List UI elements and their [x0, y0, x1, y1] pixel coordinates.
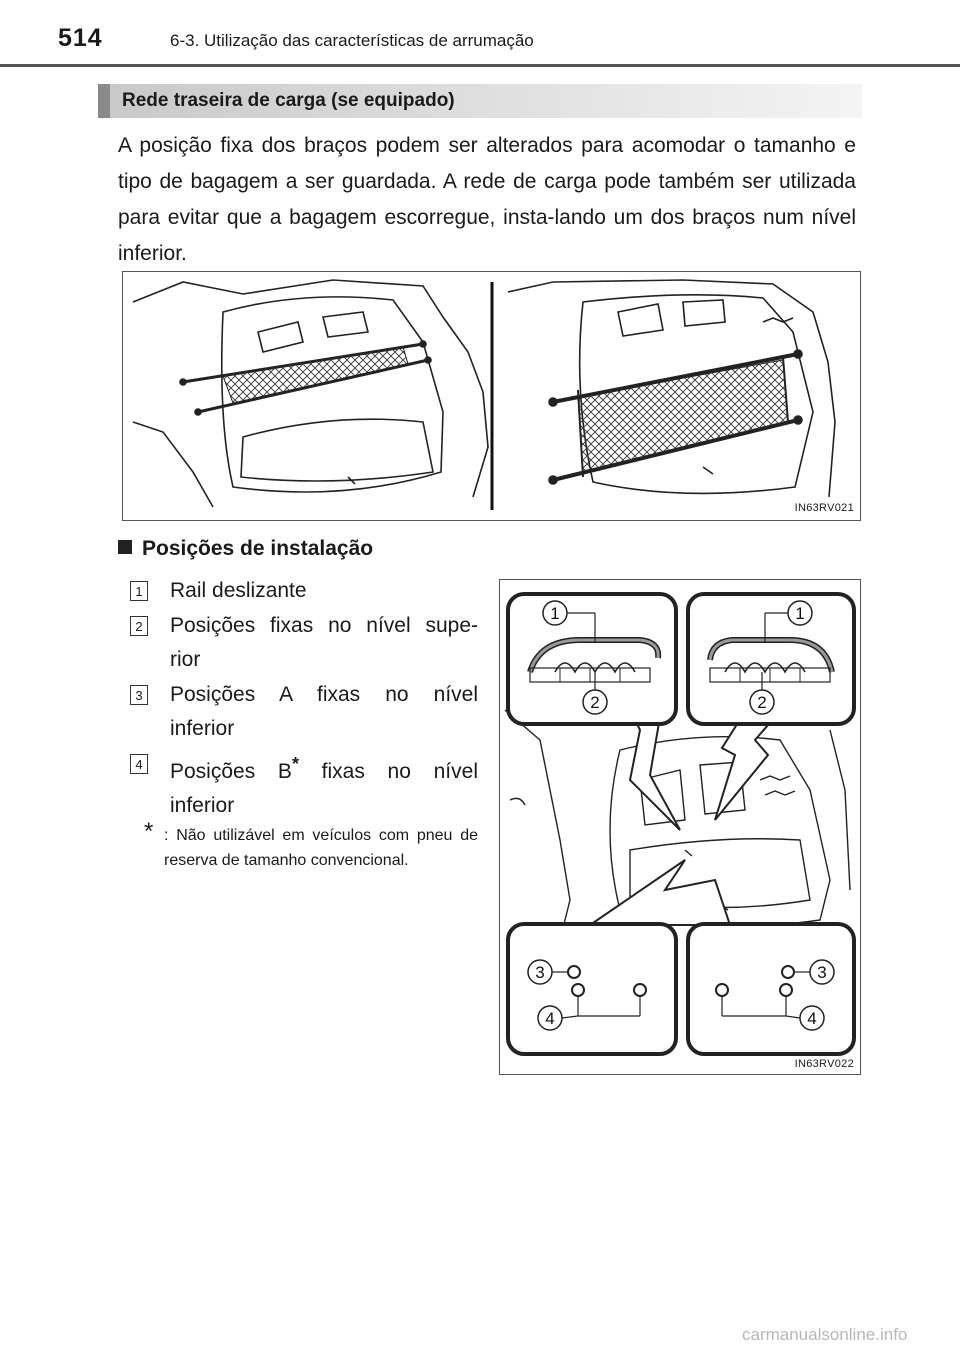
callout-3-left: 3: [535, 963, 545, 982]
callout-3-right: 3: [817, 963, 827, 982]
footnote-text: : Não utilizável em veículos com pneu de reserva de tamanho convencional.: [164, 827, 478, 869]
footnote-star: *: [144, 818, 154, 845]
intro-paragraph: A posição fixa dos braços podem ser alterados para acomodar o tamanho e tipo de bagagem a ser guardada. A rede de carga pode também ser utilizada para evitar que a bagagem escorregue, insta-lando um dos braços num nível inferior.: [118, 134, 856, 265]
square-bullet-icon: [118, 540, 132, 554]
panel-upper-right: [688, 594, 854, 724]
panel-lower-left: [508, 924, 676, 1054]
footnote: [144, 818, 478, 873]
legend-text-cont: inferior: [170, 717, 235, 740]
chapter-title: 6-3. Utilização das características de arrumação: [170, 31, 534, 50]
number-box: 3: [130, 685, 148, 705]
cargo-net-mesh-left: [223, 347, 408, 403]
trunk-view-upper-position: [133, 280, 488, 507]
legend-text-cont: inferior: [170, 794, 235, 817]
cargo-net-illustration: [123, 272, 859, 519]
section-title: Rede traseira de carga (se equipado): [122, 90, 455, 111]
legend-item-2: [130, 609, 478, 677]
legend-item-1: [130, 574, 478, 608]
panel-lower-right: [688, 924, 854, 1054]
legend-text: Rail deslizante: [170, 579, 307, 602]
pointer-lower: [590, 860, 730, 925]
callout-2-left: 2: [590, 693, 600, 712]
legend-text: Posições B* fixas no nível: [170, 754, 478, 783]
legend-text: Posições A fixas no nível: [170, 683, 478, 706]
installation-heading: Posições de instalação: [118, 537, 373, 561]
callout-2-right: 2: [757, 693, 767, 712]
legend-item-4: [130, 747, 478, 823]
number-box: 2: [130, 616, 148, 636]
number-box: 1: [130, 581, 148, 601]
figure-cargo-net-overview: [122, 271, 861, 521]
legend-text-cont: rior: [170, 648, 201, 671]
legend-text: Posições fixas no nível supe-: [170, 614, 478, 637]
figure-code: IN63RV022: [794, 1058, 854, 1070]
legend-item-3: [130, 678, 478, 746]
callout-1-right: 1: [795, 604, 805, 623]
callout-4-left: 4: [545, 1009, 555, 1028]
header-rule: [0, 64, 960, 67]
page-number: 514: [58, 24, 103, 52]
figure-installation-positions: [499, 579, 861, 1075]
figure-code: IN63RV021: [794, 502, 854, 514]
watermark: carmanualsonline.info: [742, 1325, 908, 1344]
callout-1-left: 1: [550, 604, 560, 623]
callout-4-right: 4: [807, 1009, 817, 1028]
section-bar: [98, 84, 862, 118]
number-box: 4: [130, 754, 148, 774]
asterisk-mark: *: [291, 754, 299, 774]
installation-illustration: [500, 580, 859, 1073]
